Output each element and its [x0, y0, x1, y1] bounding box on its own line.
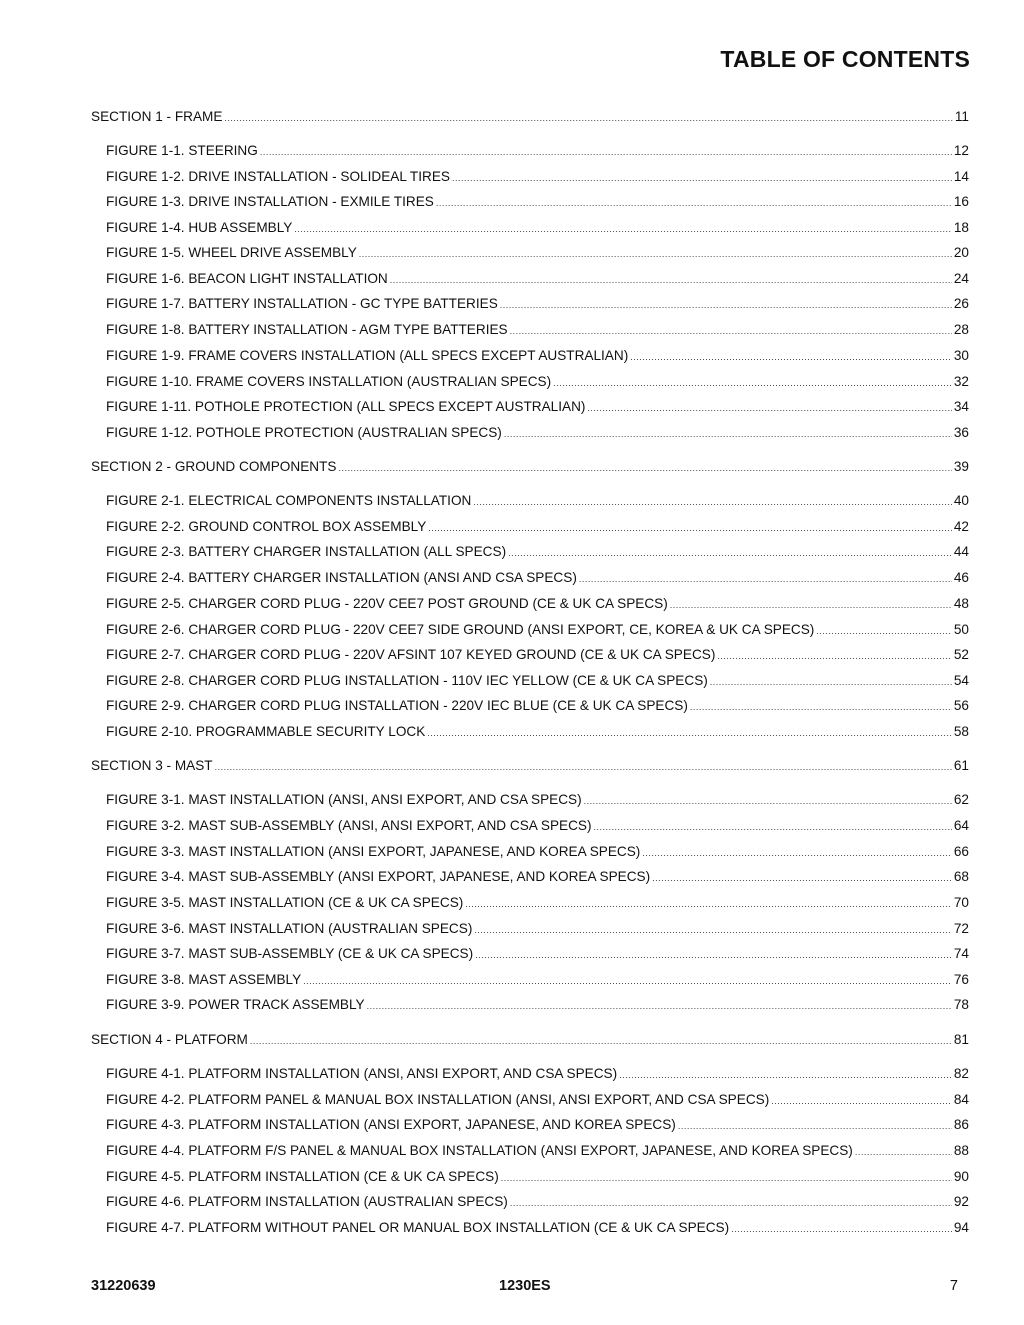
toc-entry-page-number: 54: [953, 673, 969, 688]
toc-figure-entry[interactable]: [106, 270, 969, 288]
dot-leader: [465, 895, 952, 913]
toc-entry-page-number: 72: [953, 921, 969, 936]
toc-figure-entry[interactable]: [106, 723, 969, 741]
dot-leader: [619, 1066, 952, 1084]
toc-figure-entry[interactable]: [106, 347, 969, 365]
toc-figure-entry[interactable]: [106, 492, 969, 510]
toc-entry-title: FIGURE 2-2. GROUND CONTROL BOX ASSEMBLY: [106, 519, 427, 534]
toc-entry-page-number: 44: [953, 544, 969, 559]
dot-leader: [579, 570, 952, 588]
toc-figure-entry[interactable]: [106, 791, 969, 809]
toc-figure-entry[interactable]: [106, 1193, 969, 1211]
toc-entry-title: FIGURE 2-4. BATTERY CHARGER INSTALLATION (ANSI AND CSA SPECS): [106, 570, 577, 585]
toc-entry-title: FIGURE 3-2. MAST SUB-ASSEMBLY (ANSI, ANSI EXPORT, AND CSA SPECS): [106, 818, 592, 833]
page-title: TABLE OF CONTENTS: [720, 46, 970, 72]
toc-figure-entry[interactable]: [106, 1091, 969, 1109]
toc-entry-title: FIGURE 3-9. POWER TRACK ASSEMBLY: [106, 997, 365, 1012]
dot-leader: [642, 844, 952, 862]
toc-entry-page-number: 46: [953, 570, 969, 585]
toc-figure-entry[interactable]: [106, 424, 969, 442]
toc-entry-page-number: 61: [953, 758, 969, 773]
toc-entry-title: FIGURE 2-9. CHARGER CORD PLUG INSTALLATION - 220V IEC BLUE (CE & UK CA SPECS): [106, 698, 688, 713]
dot-leader: [855, 1143, 952, 1161]
toc-entry-title: FIGURE 2-1. ELECTRICAL COMPONENTS INSTALLATION: [106, 493, 472, 508]
toc-figure-entry[interactable]: [106, 894, 969, 912]
toc-entry-title: FIGURE 2-7. CHARGER CORD PLUG - 220V AFSINT 107 KEYED GROUND (CE & UK CA SPECS): [106, 647, 716, 662]
toc-entry-title: SECTION 2 - GROUND COMPONENTS: [91, 459, 337, 474]
toc-entry-page-number: 42: [953, 519, 969, 534]
toc-entry-title: FIGURE 4-1. PLATFORM INSTALLATION (ANSI, ANSI EXPORT, AND CSA SPECS): [106, 1066, 618, 1081]
dot-leader: [427, 724, 952, 742]
toc-figure-entry[interactable]: [106, 168, 969, 186]
toc-figure-entry[interactable]: [106, 569, 969, 587]
toc-entry-title: FIGURE 1-9. FRAME COVERS INSTALLATION (ALL SPECS EXCEPT AUSTRALIAN): [106, 348, 629, 363]
dot-leader: [816, 622, 952, 640]
toc-figure-entry[interactable]: [106, 398, 969, 416]
toc-entry-title: FIGURE 1-10. FRAME COVERS INSTALLATION (AUSTRALIAN SPECS): [106, 374, 552, 389]
toc-entry-page-number: 82: [953, 1066, 969, 1081]
toc-entry-page-number: 94: [953, 1220, 969, 1235]
toc-entry-title: FIGURE 1-12. POTHOLE PROTECTION (AUSTRALIAN SPECS): [106, 425, 502, 440]
dot-leader: [390, 271, 952, 289]
toc-figure-entry[interactable]: [106, 817, 969, 835]
toc-figure-entry[interactable]: [106, 543, 969, 561]
dot-leader: [475, 946, 952, 964]
dot-leader: [593, 818, 951, 836]
toc-entry-title: FIGURE 3-3. MAST INSTALLATION (ANSI EXPORT, JAPANESE, AND KOREA SPECS): [106, 844, 641, 859]
toc-entry-page-number: 28: [953, 322, 969, 337]
toc-entry-title: FIGURE 4-2. PLATFORM PANEL & MANUAL BOX INSTALLATION (ANSI, ANSI EXPORT, AND CSA SPECS): [106, 1092, 770, 1107]
toc-entry-page-number: 92: [953, 1194, 969, 1209]
dot-leader: [215, 758, 952, 776]
dot-leader: [510, 1194, 952, 1212]
toc-entry-title: FIGURE 3-8. MAST ASSEMBLY: [106, 972, 302, 987]
dot-leader: [670, 596, 952, 614]
dot-leader: [652, 869, 952, 887]
footer-page-number: 7: [949, 1278, 958, 1294]
toc-entry-title: FIGURE 2-6. CHARGER CORD PLUG - 220V CEE7 SIDE GROUND (ANSI EXPORT, CE, KOREA & UK CA SPECS): [106, 622, 815, 637]
dot-leader: [771, 1092, 952, 1110]
toc-entry-title: FIGURE 3-4. MAST SUB-ASSEMBLY (ANSI EXPORT, JAPANESE, AND KOREA SPECS): [106, 869, 651, 884]
toc-entry-title: FIGURE 1-4. HUB ASSEMBLY: [106, 220, 293, 235]
toc-entry-title: FIGURE 1-2. DRIVE INSTALLATION - SOLIDEAL TIRES: [106, 169, 450, 184]
toc-figure-entry[interactable]: [106, 1142, 969, 1160]
dot-leader: [303, 972, 952, 990]
toc-figure-entry[interactable]: [106, 843, 969, 861]
toc-entry-page-number: 26: [953, 296, 969, 311]
toc-entry-page-number: 40: [953, 493, 969, 508]
dot-leader: [452, 169, 952, 187]
toc-entry-title: SECTION 4 - PLATFORM: [91, 1032, 248, 1047]
toc-entry-page-number: 74: [953, 946, 969, 961]
toc-entry-page-number: 30: [953, 348, 969, 363]
toc-entry-page-number: 36: [953, 425, 969, 440]
toc-entry-page-number: 84: [953, 1092, 969, 1107]
dot-leader: [510, 322, 952, 340]
toc-figure-entry[interactable]: [106, 672, 969, 690]
toc-figure-entry[interactable]: [106, 1219, 969, 1237]
dot-leader: [500, 296, 952, 314]
toc-entry-page-number: 14: [953, 169, 969, 184]
dot-leader: [224, 109, 952, 127]
dot-leader: [690, 698, 952, 716]
toc-entry-page-number: 56: [953, 698, 969, 713]
toc-entry-page-number: 68: [953, 869, 969, 884]
toc-entry-page-number: 90: [953, 1169, 969, 1184]
toc-figure-entry[interactable]: [106, 697, 969, 715]
toc-entry-page-number: 12: [953, 143, 969, 158]
toc-entry-title: FIGURE 4-4. PLATFORM F/S PANEL & MANUAL BOX INSTALLATION (ANSI EXPORT, JAPANESE, AND KOREA SPECS): [106, 1143, 853, 1158]
toc-entry-title: FIGURE 2-10. PROGRAMMABLE SECURITY LOCK: [106, 724, 426, 739]
toc-entry-page-number: 58: [953, 724, 969, 739]
toc-entry-title: FIGURE 4-3. PLATFORM INSTALLATION (ANSI EXPORT, JAPANESE, AND KOREA SPECS): [106, 1117, 676, 1132]
toc-entry-page-number: 88: [953, 1143, 969, 1158]
toc-entry-page-number: 50: [953, 622, 969, 637]
toc-entry-page-number: 64: [953, 818, 969, 833]
toc-entry-title: FIGURE 2-8. CHARGER CORD PLUG INSTALLATION - 110V IEC YELLOW (CE & UK CA SPECS): [106, 673, 708, 688]
dot-leader: [473, 493, 952, 511]
dot-leader: [359, 245, 952, 263]
dot-leader: [717, 647, 952, 665]
toc-figure-entry[interactable]: [106, 1168, 969, 1186]
dot-leader: [553, 374, 952, 392]
footer-doc-number: 31220639: [91, 1278, 156, 1294]
dot-leader: [338, 459, 951, 477]
toc-entry-page-number: 34: [953, 399, 969, 414]
toc-section-entry[interactable]: [91, 1031, 969, 1049]
toc-entry-title: FIGURE 3-6. MAST INSTALLATION (AUSTRALIAN SPECS): [106, 921, 473, 936]
toc-entry-page-number: 81: [953, 1032, 969, 1047]
toc-entry-page-number: 76: [953, 972, 969, 987]
toc-section-entry[interactable]: [91, 108, 969, 126]
toc-entry-page-number: 16: [953, 194, 969, 209]
toc-figure-entry[interactable]: [106, 321, 969, 339]
dot-leader: [260, 143, 952, 161]
toc-entry-page-number: 52: [953, 647, 969, 662]
toc-section-entry[interactable]: [91, 757, 969, 775]
toc-entry-title: FIGURE 1-7. BATTERY INSTALLATION - GC TYPE BATTERIES: [106, 296, 498, 311]
dot-leader: [508, 544, 952, 562]
toc-entry-page-number: 24: [953, 271, 969, 286]
dot-leader: [587, 399, 951, 417]
dot-leader: [584, 792, 952, 810]
toc-entry-page-number: 78: [953, 997, 969, 1012]
dot-leader: [678, 1117, 952, 1135]
toc-entry-page-number: 70: [953, 895, 969, 910]
toc-figure-entry[interactable]: [106, 621, 969, 639]
dot-leader: [250, 1032, 952, 1050]
toc-figure-entry[interactable]: [106, 1116, 969, 1134]
dot-leader: [731, 1220, 952, 1238]
toc-entry-title: FIGURE 2-3. BATTERY CHARGER INSTALLATION (ALL SPECS): [106, 544, 507, 559]
toc-figure-entry[interactable]: [106, 193, 969, 211]
toc-figure-entry[interactable]: [106, 868, 969, 886]
toc-figure-entry[interactable]: [106, 646, 969, 664]
toc-entry-page-number: 18: [953, 220, 969, 235]
dot-leader: [428, 519, 952, 537]
toc-section-entry[interactable]: [91, 458, 969, 476]
toc-entry-title: FIGURE 1-1. STEERING: [106, 143, 258, 158]
dot-leader: [294, 220, 952, 238]
dot-leader: [630, 348, 952, 366]
toc-entry-title: FIGURE 1-5. WHEEL DRIVE ASSEMBLY: [106, 245, 357, 260]
toc-entry-title: FIGURE 3-7. MAST SUB-ASSEMBLY (CE & UK CA SPECS): [106, 946, 474, 961]
toc-figure-entry[interactable]: [106, 373, 969, 391]
dot-leader: [504, 425, 952, 443]
toc-entry-title: FIGURE 4-7. PLATFORM WITHOUT PANEL OR MANUAL BOX INSTALLATION (CE & UK CA SPECS): [106, 1220, 730, 1235]
toc-figure-entry[interactable]: [106, 996, 969, 1014]
toc-entry-page-number: 86: [953, 1117, 969, 1132]
dot-leader: [474, 921, 952, 939]
dot-leader: [710, 673, 952, 691]
toc-figure-entry[interactable]: [106, 971, 969, 989]
toc-entry-page-number: 66: [953, 844, 969, 859]
toc-entry-title: FIGURE 1-8. BATTERY INSTALLATION - AGM TYPE BATTERIES: [106, 322, 508, 337]
toc-entry-title: FIGURE 1-6. BEACON LIGHT INSTALLATION: [106, 271, 388, 286]
toc-entry-page-number: 32: [953, 374, 969, 389]
toc-entry-page-number: 20: [953, 245, 969, 260]
toc-figure-entry[interactable]: [106, 595, 969, 613]
toc-entry-page-number: 48: [953, 596, 969, 611]
toc-entry-page-number: 62: [953, 792, 969, 807]
toc-entry-title: SECTION 3 - MAST: [91, 758, 213, 773]
footer-model: 1230ES: [499, 1278, 551, 1294]
toc-entry-title: FIGURE 1-3. DRIVE INSTALLATION - EXMILE TIRES: [106, 194, 434, 209]
dot-leader: [501, 1169, 952, 1187]
dot-leader: [367, 997, 952, 1015]
toc-entry-title: FIGURE 3-5. MAST INSTALLATION (CE & UK CA SPECS): [106, 895, 464, 910]
toc-figure-entry[interactable]: [106, 244, 969, 262]
toc-entry-page-number: 39: [953, 459, 969, 474]
toc-entry-page-number: 11: [954, 109, 969, 124]
toc-entry-title: SECTION 1 - FRAME: [91, 109, 223, 124]
toc-figure-entry[interactable]: [106, 142, 969, 160]
toc-entry-title: FIGURE 4-5. PLATFORM INSTALLATION (CE & UK CA SPECS): [106, 1169, 499, 1184]
toc-figure-entry[interactable]: [106, 1065, 969, 1083]
toc-figure-entry[interactable]: [106, 920, 969, 938]
toc-entry-title: FIGURE 3-1. MAST INSTALLATION (ANSI, ANSI EXPORT, AND CSA SPECS): [106, 792, 582, 807]
toc-figure-entry[interactable]: [106, 518, 969, 536]
toc-entry-title: FIGURE 1-11. POTHOLE PROTECTION (ALL SPECS EXCEPT AUSTRALIAN): [106, 399, 586, 414]
dot-leader: [436, 194, 952, 212]
toc-figure-entry[interactable]: [106, 295, 969, 313]
toc-figure-entry[interactable]: [106, 945, 969, 963]
toc-figure-entry[interactable]: [106, 219, 969, 237]
toc-entry-title: FIGURE 4-6. PLATFORM INSTALLATION (AUSTRALIAN SPECS): [106, 1194, 508, 1209]
toc-entry-title: FIGURE 2-5. CHARGER CORD PLUG - 220V CEE7 POST GROUND (CE & UK CA SPECS): [106, 596, 668, 611]
